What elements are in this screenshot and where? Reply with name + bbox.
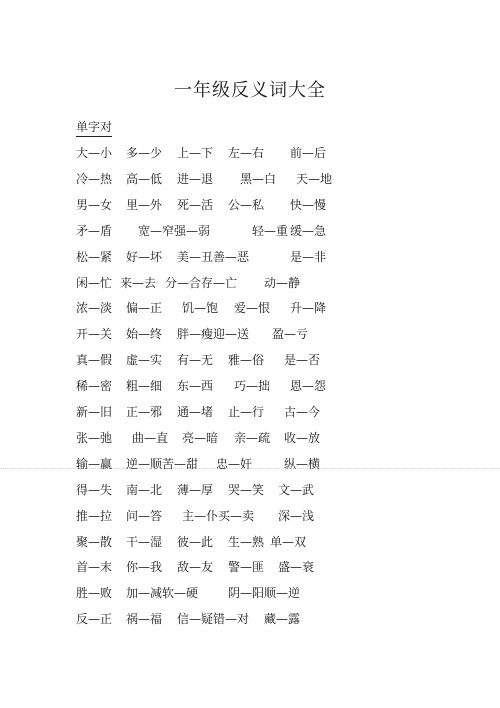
antonym-pair: 通—堵	[177, 405, 214, 419]
antonym-row	[0, 169, 500, 189]
antonym-pair: 古—今	[284, 405, 321, 419]
antonym-row	[0, 221, 500, 241]
antonym-row	[0, 532, 500, 552]
antonym-row	[0, 583, 500, 603]
antonym-pair: 上—下	[177, 146, 214, 160]
antonym-pair: 偏—正	[126, 301, 163, 316]
antonym-pair: 美—丑善—恶	[177, 249, 250, 264]
antonym-pair: 首—末	[76, 560, 113, 575]
antonym-row	[0, 506, 500, 526]
antonym-pair: 主—仆买—卖	[182, 508, 255, 523]
antonym-pair: 亲—疏	[234, 430, 271, 445]
antonym-pair: 冷—热	[76, 171, 113, 186]
antonym-pair: 彼—此	[177, 534, 214, 549]
antonym-pair: 是—非	[290, 249, 327, 264]
antonym-pair: 亮—暗	[182, 430, 219, 445]
antonym-pair: 开—关	[76, 327, 113, 342]
antonym-pair: 松—紧	[76, 249, 113, 264]
antonym-pair: 新—旧	[76, 405, 113, 419]
antonym-pair: 饥—饱	[182, 301, 219, 316]
antonym-pair: 快—慢	[290, 197, 327, 212]
antonym-pair: 单—双	[270, 534, 307, 549]
antonym-pair: 收—放	[284, 430, 321, 445]
antonym-pair: 天—地	[296, 171, 333, 186]
antonym-pair: 是—否	[284, 353, 321, 368]
antonym-pair: 生—熟	[228, 534, 265, 549]
antonym-pair: 逆—顺苦—甜	[126, 456, 199, 471]
antonym-pair: 黑—白	[240, 171, 277, 186]
antonym-row	[0, 273, 500, 293]
antonym-pair: 你—我	[126, 560, 163, 575]
antonym-pair: 东—西	[177, 379, 214, 394]
antonym-pair: 粗—细	[126, 379, 163, 394]
antonym-row	[0, 480, 500, 500]
antonym-row	[0, 143, 500, 163]
antonym-pair: 干—湿	[126, 534, 163, 549]
antonym-pair: 盈—亏	[272, 327, 309, 342]
antonym-pair: 闲—忙	[76, 275, 113, 290]
antonym-pair: 真—假	[76, 353, 113, 368]
antonym-pair: 前—后	[290, 146, 327, 160]
antonym-pair: 升—降	[290, 301, 327, 316]
antonym-pair: 哭—笑	[228, 482, 265, 497]
antonym-row	[0, 557, 500, 577]
antonym-pair: 进—退	[177, 171, 214, 186]
antonym-pair: 反—正	[76, 612, 113, 627]
antonym-row	[0, 324, 500, 344]
antonym-row	[0, 609, 500, 629]
antonym-pair: 左—右	[228, 146, 265, 160]
antonym-row	[0, 376, 500, 396]
antonym-pair: 始—终	[126, 327, 163, 342]
section-heading: 单字对	[76, 118, 112, 137]
antonym-pair: 南—北	[126, 482, 163, 497]
antonym-pair: 巧—拙	[234, 379, 271, 394]
antonym-pair: 曲—直	[132, 430, 169, 445]
antonym-pair: 祸—福	[126, 612, 163, 627]
antonym-pair: 大—小	[76, 146, 113, 160]
antonym-row	[0, 428, 500, 448]
antonym-pair: 男—女	[76, 197, 113, 212]
antonym-pair: 胜—败	[76, 586, 113, 601]
antonym-pair: 轻—重	[252, 223, 289, 238]
antonym-pair: 张—弛	[76, 430, 113, 445]
antonym-pair: 爱—恨	[234, 301, 271, 316]
antonym-pair: 薄—厚	[177, 482, 214, 497]
antonym-pair: 深—浅	[278, 508, 315, 523]
antonym-pair: 稀—密	[76, 379, 113, 394]
antonym-pair: 藏—露	[264, 612, 301, 627]
antonym-pair: 推—拉	[76, 508, 113, 523]
antonym-pair: 输—赢	[76, 456, 113, 471]
antonym-row	[0, 247, 500, 267]
antonym-pair: 阴—阳顺—逆	[228, 586, 301, 601]
antonym-pair: 多—少	[126, 146, 163, 160]
antonym-pair: 得—失	[76, 482, 113, 497]
antonym-pair: 里—外	[126, 197, 163, 212]
page-title: 一年级反义词大全	[174, 80, 326, 101]
antonym-row	[0, 350, 500, 370]
antonym-pair: 死—活	[177, 197, 214, 212]
antonym-pair: 缓—急	[290, 223, 327, 238]
antonym-pair: 虚—实	[126, 353, 163, 368]
antonym-pair: 雅—俗	[228, 353, 265, 368]
antonym-pair: 好—坏	[126, 249, 163, 264]
antonym-pair: 恩—怨	[290, 379, 327, 394]
antonym-pair: 敌—友	[177, 560, 214, 575]
antonym-row	[0, 298, 500, 318]
antonym-pair: 加—减软—硬	[126, 586, 199, 601]
antonym-pair: 矛—盾	[76, 223, 113, 238]
antonym-pair: 聚—散	[76, 534, 113, 549]
antonym-pair: 浓—淡	[76, 301, 113, 316]
antonym-row	[0, 195, 500, 215]
antonym-pair: 宽—窄强—弱	[138, 223, 211, 238]
antonym-pair: 信—疑错—对	[177, 612, 250, 627]
antonym-pair: 警—匪	[228, 560, 265, 575]
antonym-pair: 忠—奸	[216, 456, 253, 471]
antonym-pair: 有—无	[177, 353, 214, 368]
antonym-pair: 动—静	[264, 275, 301, 290]
antonym-pair: 止—行	[228, 405, 265, 419]
antonym-pair: 公—私	[228, 197, 265, 212]
antonym-pair: 胖—瘦迎—送	[177, 327, 250, 342]
antonym-pair: 纵—横	[284, 456, 321, 471]
antonym-pair: 文—武	[278, 482, 315, 497]
antonym-pair: 问—答	[126, 508, 163, 523]
antonym-row	[0, 402, 500, 422]
antonym-pair: 分—合存—亡	[165, 275, 238, 290]
antonym-row	[0, 454, 500, 474]
antonym-pair: 正—邪	[126, 405, 163, 419]
antonym-pair: 盛—衰	[278, 560, 315, 575]
antonym-pair: 高—低	[126, 171, 163, 186]
antonym-pair: 来—去	[120, 275, 157, 290]
